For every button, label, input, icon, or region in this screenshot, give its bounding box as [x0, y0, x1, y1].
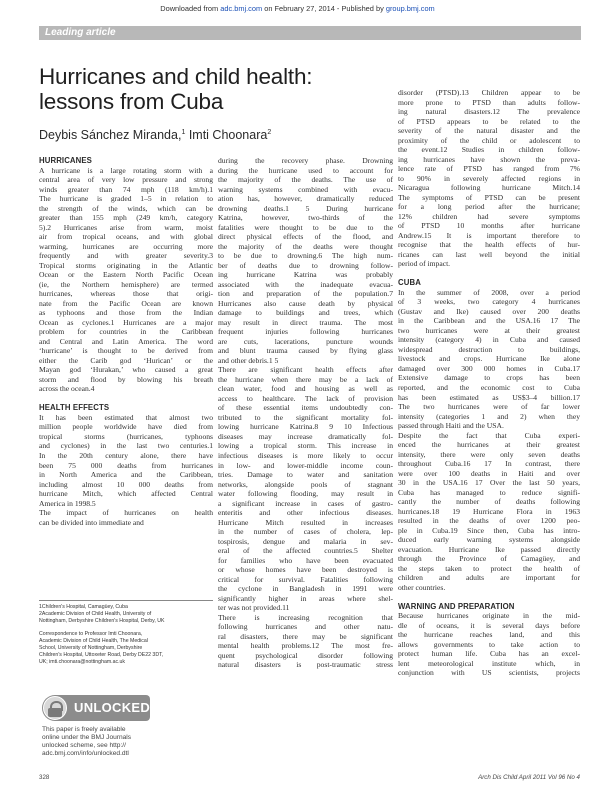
page-number: 328: [39, 774, 50, 781]
text-line: In the summer of 2008, over a period: [398, 287, 580, 297]
text-line: and other debris.1 5: [218, 355, 279, 365]
author-name: Imti Choonara: [185, 128, 268, 142]
text-line: nate from the Pacific Ocean are known: [39, 298, 213, 308]
text-line: a significant increase in cases of gastro-: [218, 498, 393, 508]
text-line: Cuba has managed to reduce signifi-: [398, 487, 580, 497]
text-line: ter was not provided.11: [218, 603, 290, 613]
text-line: has been estimated as US$3–4 billion.17: [398, 392, 580, 402]
text-line: intensity (category 4) in Cuba and caused: [398, 335, 580, 345]
download-middle: on February 27, 2014 - Published by: [262, 4, 386, 13]
text-line: enced the hurricanes at their greatest: [398, 440, 580, 450]
text-line: ing hurricanes have shown the preva-: [398, 154, 580, 164]
text-line: access to healthcare. The lack of provision: [218, 393, 393, 403]
text-line: in North America and the Caribbean,: [39, 470, 213, 480]
unlocked-line: online under the BMJ Journals: [42, 734, 132, 741]
unlocked-line: unlocked scheme, see http://: [42, 742, 126, 749]
footnote-line: School, University of Nottingham, Derbyshire: [39, 645, 143, 651]
text-line: damage to buildings and trees, which: [218, 308, 393, 318]
text-line: evacuation. Hurricane Ike passed directly: [398, 544, 580, 554]
text-line: The symptoms of PTSD can be present: [398, 192, 580, 202]
text-line: Ocean as cyclones.1 Hurricanes are a major: [39, 317, 213, 327]
text-line: quent psychological disorder following: [218, 650, 393, 660]
journal-citation: Arch Dis Child April 2011 Vol 96 No 4: [478, 774, 580, 781]
section-heading: HEALTH EFFECTS: [39, 403, 110, 413]
text-line: mental health problems.12 The most fre-: [218, 641, 393, 651]
text-column-1: [39, 156, 213, 527]
text-line: The two hurricanes were of far lower: [398, 402, 580, 412]
text-line: clean water, food and housing as well as: [218, 384, 393, 394]
text-line: Katrina, however, two-thirds of the: [218, 213, 393, 223]
text-line: 12% children had severe symptoms: [398, 211, 580, 221]
text-line: been 75 000 deaths from hurricanes: [39, 460, 213, 470]
text-line: drowning deaths.1 5 During hurricane: [218, 203, 393, 213]
padlock-icon: [43, 696, 67, 720]
text-line: frequently and with greater severity.3: [39, 251, 213, 261]
title-line: lessons from Cuba: [39, 89, 224, 114]
text-line: significantly higher in areas where shel-: [218, 593, 393, 603]
footnote-line: Children's Hospital, Uttoxeter Road, Derby DE22 3DT,: [39, 652, 164, 658]
text-line: duced early warning systems alongside: [398, 535, 580, 545]
text-line: the strength of the winds, which can be: [39, 203, 213, 213]
text-line: through the Province of Camagüey, and: [398, 554, 580, 564]
text-line: the event.12 Studies in children follow-: [398, 145, 580, 155]
text-line: the steps taken to protect the health of: [398, 563, 580, 573]
text-line: The impact of hurricanes on health: [39, 508, 213, 518]
group-link[interactable]: group.bmj.com: [385, 4, 435, 13]
text-line: in the Caribbean and the USA.16 17 The: [398, 316, 580, 326]
text-line: either the Carib god ‘Hurican’ or the: [39, 355, 213, 365]
text-line: the cyclone in Bangladesh in 1991 were: [218, 584, 393, 594]
text-line: fatalities were thought to be due to the: [218, 222, 393, 232]
text-line: and Central and Latin America. The word: [39, 336, 213, 346]
text-line: other countries.: [398, 582, 446, 592]
text-line: There are significant health effects after: [218, 365, 393, 375]
text-line: central area of very low pressure and strong: [39, 175, 213, 185]
text-line: reported, and the economic cost to Cuba: [398, 382, 580, 392]
text-line: lent meteorological institute which, in: [398, 658, 580, 668]
text-line: Extensive damage to crops has been: [398, 373, 580, 383]
text-line: tries. Damage to water and sanitation: [218, 470, 393, 480]
text-line: for a long period after the hurricane;: [398, 202, 580, 212]
text-line: In the 20th century alone, there have: [39, 450, 213, 460]
text-line: damaged over 300 000 homes in Cuba.17: [398, 363, 580, 373]
footnote-line: 1Children's Hospital, Camagüey, Cuba: [39, 604, 128, 610]
footnote-line: 2Academic Division of Child Health, University of: [39, 611, 152, 617]
text-line: hurricanes, whereas those that origi-: [39, 289, 213, 299]
footnote-line: Academic Division of Child Health, The Medical: [39, 638, 148, 644]
text-line: winds greater than 74 mph (118 km/h).1: [39, 184, 213, 194]
text-line: conjunction with US scientists, projects: [398, 668, 580, 678]
text-line: the hurricane when there may be a lack of: [218, 374, 393, 384]
unlocked-badge: [42, 695, 150, 721]
text-line: can be divided into immediate and: [39, 517, 144, 527]
text-line: resulted in the deaths of over 1200 peo-: [398, 516, 580, 526]
text-line: lowing hurricane Katrina.8 9 10 Infectious: [218, 422, 393, 432]
text-line: children and adults are important for: [398, 573, 580, 583]
text-line: including almost 10 000 deaths from: [39, 479, 213, 489]
text-line: and blunt trauma caused by flying glass: [218, 346, 393, 356]
text-line: in the number of cases of cholera, lep-: [218, 527, 393, 537]
text-line: (Gustav and Ike) caused over 200 deaths: [398, 306, 580, 316]
text-line: America in 1998.5: [39, 498, 96, 508]
text-line: period of impact.: [398, 259, 451, 269]
text-line: Nicaragua following hurricane Mitch.14: [398, 183, 580, 193]
text-line: There is increasing recognition that: [218, 612, 393, 622]
text-line: problem for countries in the Caribbean: [39, 327, 213, 337]
text-line: diseases may increase dramatically fol-: [218, 431, 393, 441]
section-heading: HURRICANES: [39, 156, 92, 165]
paragraph-gap: [398, 269, 580, 279]
text-line: ple in Cuba.19 Since then, Cuba has intro-: [398, 525, 580, 535]
text-line: ing hurricane Katrina was probably: [218, 270, 393, 280]
text-line: direct physical effects of the flood, and: [218, 232, 393, 242]
text-line: tion and preparation of the population.7: [218, 289, 393, 299]
text-line: ber of deaths due to drowning follow-: [218, 260, 393, 270]
text-line: disorder (PTSD).13 Children appear to be: [398, 88, 580, 97]
adc-link[interactable]: adc.bmj.com: [220, 4, 263, 13]
text-line: Mayan god ‘Hurakan,’ who caused a great: [39, 365, 213, 375]
text-line: water following flooding, may result in: [218, 489, 393, 499]
text-line: Despite the fact that Cuba experi-: [398, 430, 580, 440]
unlocked-line: adc.bmj.com/info/unlocked.dtl: [42, 750, 129, 757]
footnote-line: Correspondence to Professor Imti Choonara,: [39, 631, 143, 637]
text-line: proximity of the child or adolescent to: [398, 135, 580, 145]
download-notice: [0, 4, 595, 13]
unlocked-notice: [42, 726, 131, 758]
text-line: (ie, the Northern hemisphere) are termed: [39, 279, 213, 289]
text-line: lence rate of PTSD has ranged from 7%: [398, 164, 580, 174]
text-line: A hurricane is a large rotating storm with a: [39, 165, 213, 175]
text-line: more prone to PTSD than adults follow-: [398, 97, 580, 107]
paragraph-gap: [398, 592, 580, 602]
text-line: warning systems combined with evacu-: [218, 184, 393, 194]
text-line: tropical storms (hurricanes, typhoons: [39, 431, 213, 441]
affiliations-footnote: [39, 600, 213, 666]
text-line: ‘hurricane’ is thought to be derived from: [39, 346, 213, 356]
paragraph-gap: [39, 394, 213, 404]
text-line: may result in direct trauma. The most: [218, 317, 393, 327]
unlocked-label: UNLOCKED: [74, 700, 151, 715]
text-line: ricanes can last well beyond the initial: [398, 249, 580, 259]
text-line: infectious diseases is more likely to occur: [218, 450, 393, 460]
text-line: tospirosis, dengue and malaria in sev-: [218, 536, 393, 546]
text-line: networks, alongside pools of stagnant: [218, 479, 393, 489]
section-label: Leading article: [45, 27, 116, 38]
text-line: Tropical storms originating in the Atlantic: [39, 260, 213, 270]
text-line: million people worldwide have died from: [39, 422, 213, 432]
text-line: protect human life. Cuba has an excel-: [398, 649, 580, 659]
text-line: of 3 weeks, two category 4 hurricanes: [398, 297, 580, 307]
text-line: associated with the inadequate evacua-: [218, 279, 393, 289]
text-line: during the recovery phase. Drowning: [218, 156, 393, 165]
text-line: of PTSD 10 months after hurricane: [398, 221, 580, 231]
text-line: warming, hurricanes are occurring more: [39, 241, 213, 251]
text-line: passed through Haiti and the USA.: [398, 421, 504, 431]
text-line: two hurricanes were at their greatest: [398, 325, 580, 335]
affiliation-marker: 1: [181, 128, 186, 136]
text-line: natural disasters is post-traumatic stress: [218, 660, 393, 670]
text-line: during the hurricane used to account for: [218, 165, 393, 175]
text-line: critical for survival. Fatalities following: [218, 574, 393, 584]
section-heading: WARNING AND PREPARATION: [398, 601, 515, 611]
text-line: and cyclones) in the last two centuries.1: [39, 441, 213, 451]
text-line: to be due to drowning.6 The high num-: [218, 251, 393, 261]
section-band: [39, 26, 581, 40]
text-line: in low- and lower-middle income coun-: [218, 460, 393, 470]
text-line: livestock and crops. Hurricane Ike alone: [398, 354, 580, 364]
text-line: or whose homes have been destroyed is: [218, 565, 393, 575]
text-line: air from tropical oceans, and with global: [39, 232, 213, 242]
text-column-3: [398, 88, 580, 678]
text-line: intensity, there were only seven deaths: [398, 449, 580, 459]
text-line: the hurricane reaches land, and this: [398, 630, 580, 640]
text-line: Ocean or the Eastern North Pacific Ocean: [39, 270, 213, 280]
article-title: [39, 64, 379, 114]
text-line: across the ocean.4: [39, 384, 95, 394]
section-heading: CUBA: [398, 278, 421, 288]
text-line: ing natural disasters.12 The prevalence: [398, 107, 580, 117]
text-line: intensity (categories 1 and 2) when they: [398, 411, 580, 421]
text-line: are cuts, lacerations, puncture wounds: [218, 336, 393, 346]
text-line: eral of the affected countries.5 Shelter: [218, 546, 393, 556]
text-line: 30 in the USA.16 17 Over the last 50 years,: [398, 478, 580, 488]
text-line: 5).2 Hurricanes arise from warm, moist: [39, 222, 213, 232]
text-line: following hurricanes and other natu-: [218, 622, 393, 632]
text-line: were over 100 deaths in Haiti and over: [398, 468, 580, 478]
text-line: Hurricane Mitch resulted in increases: [218, 517, 393, 527]
affiliation-marker: 2: [267, 128, 272, 136]
text-column-2: [218, 156, 393, 670]
text-line: throughout Cuba.16 17 In contrast, there: [398, 459, 580, 469]
text-line: hurricane Mitch, which affected Central: [39, 489, 213, 499]
text-line: tributed to the significant mortality fol-: [218, 412, 393, 422]
download-prefix: Downloaded from: [160, 4, 221, 13]
author-list: [39, 128, 271, 142]
text-line: the majority of the deaths were thought: [218, 241, 393, 251]
text-line: recognise that the health effects of hur-: [398, 240, 580, 250]
text-line: allows governments to take action to: [398, 639, 580, 649]
title-line: Hurricanes and child health:: [39, 64, 313, 89]
text-line: enteritis and other infectious diseases.: [218, 508, 393, 518]
text-line: hurricanes.18 19 Hurricane Flora in 1963: [398, 506, 580, 516]
text-line: ral disasters, there may be significant: [218, 631, 393, 641]
text-line: frequent injuries following hurricanes: [218, 327, 393, 337]
text-line: widespread destruction to buildings,: [398, 344, 580, 354]
text-line: Andrew.15 It is important therefore to: [398, 230, 580, 240]
footnote-line: UK; imti.choonara@nottingham.ac.uk: [39, 659, 126, 665]
unlocked-line: This paper is freely available: [42, 726, 126, 733]
text-line: cantly the number of deaths following: [398, 497, 580, 507]
text-line: the majority of the deaths. The use of: [218, 175, 393, 185]
text-line: for families who have been evacuated: [218, 555, 393, 565]
text-line: It has been estimated that almost two: [39, 412, 213, 422]
text-line: dle of oceans, it is several days before: [398, 620, 580, 630]
text-line: lowing a tropical storm. This increase in: [218, 441, 393, 451]
text-line: of PTSD appears to be related to the: [398, 116, 580, 126]
footnote-line: Nottingham, Derbyshire Children's Hospital, Derby, UK: [39, 618, 165, 624]
text-line: severity of the natural disaster and the: [398, 126, 580, 136]
text-line: storm and flood by blowing his breath: [39, 374, 213, 384]
text-line: to 90% in severely affected regions in: [398, 173, 580, 183]
text-line: greater than 155 mph (249 km/h, category: [39, 213, 213, 223]
text-line: The hurricane is graded 1–5 in relation to: [39, 194, 213, 204]
author-name: Deybis Sánchez Miranda,: [39, 128, 182, 142]
text-line: of these essential items undoubtedly con-: [218, 403, 393, 413]
text-line: as typhoons and those from the Indian: [39, 308, 213, 318]
text-line: Hurricanes also cause death by physical: [218, 298, 393, 308]
text-line: Because hurricanes originate in the mid-: [398, 611, 580, 621]
text-line: ation has, however, dramatically reduced: [218, 194, 393, 204]
